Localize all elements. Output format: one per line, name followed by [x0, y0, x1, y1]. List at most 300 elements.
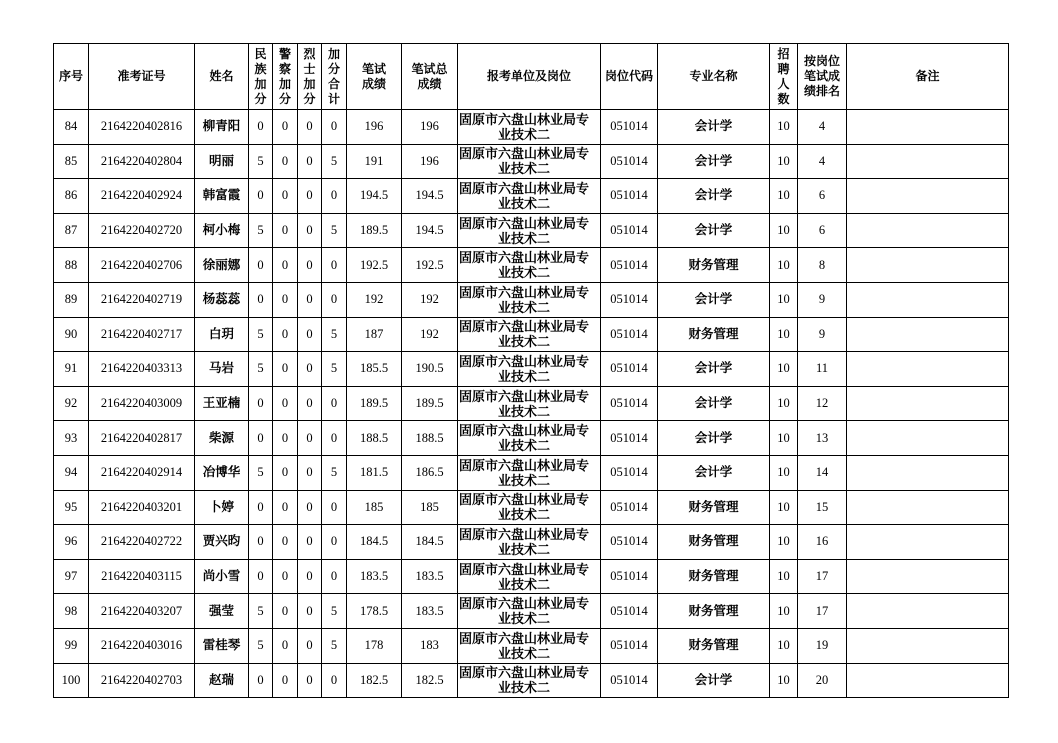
- cell-remark: [847, 455, 1009, 490]
- cell-written-score: 183.5: [347, 559, 402, 594]
- cell-seq: 91: [54, 352, 89, 387]
- cell-remark: [847, 559, 1009, 594]
- cell-post-code: 051014: [601, 490, 658, 525]
- cell-ethnic-bonus: 0: [249, 110, 273, 145]
- cell-hire-count: 10: [770, 248, 798, 283]
- cell-exam-id: 2164220403207: [89, 594, 195, 629]
- header-police-bonus-label: 警察加分: [279, 46, 292, 106]
- header-martyr-bonus-label: 烈士加分: [303, 46, 316, 106]
- header-ethnic-bonus-label: 民族加分: [254, 46, 267, 106]
- cell-police-bonus: 0: [273, 663, 298, 698]
- cell-police-bonus: 0: [273, 282, 298, 317]
- table-row: [54, 352, 1009, 387]
- cell-name: 强莹: [195, 594, 249, 629]
- cell-seq: 84: [54, 110, 89, 145]
- cell-martyr-bonus: 0: [298, 455, 322, 490]
- table-row: [54, 179, 1009, 214]
- cell-written-total: 190.5: [402, 352, 458, 387]
- cell-remark: [847, 213, 1009, 248]
- header-written-total-label: 笔试总成绩: [411, 61, 448, 91]
- cell-written-total: 183.5: [402, 594, 458, 629]
- cell-written-score: 182.5: [347, 663, 402, 698]
- cell-rank: 12: [798, 386, 847, 421]
- cell-written-total: 186.5: [402, 455, 458, 490]
- cell-seq: 92: [54, 386, 89, 421]
- cell-martyr-bonus: 0: [298, 421, 322, 456]
- cell-ethnic-bonus: 5: [249, 352, 273, 387]
- cell-post-code: 051014: [601, 421, 658, 456]
- cell-rank: 16: [798, 525, 847, 560]
- cell-bonus-total: 0: [322, 490, 347, 525]
- cell-unit-post-text: 固原市六盘山林业局专业技术二: [459, 596, 590, 627]
- cell-major: 会计学: [658, 386, 770, 421]
- cell-unit-post: [458, 490, 601, 525]
- cell-seq: 89: [54, 282, 89, 317]
- cell-rank: 4: [798, 110, 847, 145]
- cell-exam-id: 2164220403313: [89, 352, 195, 387]
- cell-martyr-bonus: 0: [298, 594, 322, 629]
- cell-bonus-total: 5: [322, 455, 347, 490]
- cell-unit-post-text: 固原市六盘山林业局专业技术二: [459, 457, 590, 488]
- cell-major: 财务管理: [658, 317, 770, 352]
- cell-unit-post: [458, 282, 601, 317]
- cell-written-score: 178: [347, 628, 402, 663]
- cell-remark: [847, 179, 1009, 214]
- cell-written-score: 196: [347, 110, 402, 145]
- header-unit-post: 报考单位及岗位: [458, 44, 601, 110]
- cell-remark: [847, 525, 1009, 560]
- cell-written-total: 192: [402, 282, 458, 317]
- cell-martyr-bonus: 0: [298, 213, 322, 248]
- cell-major: 财务管理: [658, 248, 770, 283]
- cell-unit-post: [458, 663, 601, 698]
- cell-police-bonus: 0: [273, 421, 298, 456]
- cell-unit-post-text: 固原市六盘山林业局专业技术二: [459, 561, 590, 592]
- cell-unit-post: [458, 386, 601, 421]
- cell-bonus-total: 5: [322, 594, 347, 629]
- header-row: [54, 44, 1009, 110]
- cell-post-code: 051014: [601, 663, 658, 698]
- cell-written-score: 189.5: [347, 386, 402, 421]
- cell-written-score: 192: [347, 282, 402, 317]
- cell-major: 会计学: [658, 213, 770, 248]
- cell-unit-post: [458, 213, 601, 248]
- header-ethnic-bonus: [249, 44, 273, 110]
- cell-unit-post: [458, 559, 601, 594]
- cell-hire-count: 10: [770, 110, 798, 145]
- cell-unit-post: [458, 525, 601, 560]
- cell-unit-post-text: 固原市六盘山林业局专业技术二: [459, 630, 590, 661]
- cell-major: 会计学: [658, 421, 770, 456]
- cell-post-code: 051014: [601, 248, 658, 283]
- cell-written-total: 192: [402, 317, 458, 352]
- cell-police-bonus: 0: [273, 386, 298, 421]
- cell-ethnic-bonus: 0: [249, 248, 273, 283]
- header-exam-id: 准考证号: [89, 44, 195, 110]
- cell-hire-count: 10: [770, 144, 798, 179]
- cell-post-code: 051014: [601, 317, 658, 352]
- cell-ethnic-bonus: 0: [249, 282, 273, 317]
- cell-name: 雷桂琴: [195, 628, 249, 663]
- header-rank: [798, 44, 847, 110]
- cell-bonus-total: 0: [322, 282, 347, 317]
- cell-ethnic-bonus: 0: [249, 179, 273, 214]
- cell-exam-id: 2164220402722: [89, 525, 195, 560]
- cell-unit-post-text: 固原市六盘山林业局专业技术二: [459, 526, 590, 557]
- cell-name: 明丽: [195, 144, 249, 179]
- cell-bonus-total: 5: [322, 628, 347, 663]
- cell-post-code: 051014: [601, 455, 658, 490]
- cell-police-bonus: 0: [273, 559, 298, 594]
- cell-bonus-total: 0: [322, 110, 347, 145]
- cell-written-score: 194.5: [347, 179, 402, 214]
- score-table: [53, 43, 1009, 698]
- cell-unit-post: [458, 352, 601, 387]
- cell-written-total: 192.5: [402, 248, 458, 283]
- cell-unit-post-text: 固原市六盘山林业局专业技术二: [459, 215, 590, 246]
- cell-unit-post-text: 固原市六盘山林业局专业技术二: [459, 353, 590, 384]
- cell-unit-post: [458, 248, 601, 283]
- cell-rank: 9: [798, 282, 847, 317]
- cell-name: 王亚楠: [195, 386, 249, 421]
- cell-written-total: 196: [402, 144, 458, 179]
- header-post-code: 岗位代码: [601, 44, 658, 110]
- cell-police-bonus: 0: [273, 144, 298, 179]
- cell-major: 会计学: [658, 144, 770, 179]
- cell-martyr-bonus: 0: [298, 663, 322, 698]
- header-written-total: [402, 44, 458, 110]
- cell-name: 贾兴昀: [195, 525, 249, 560]
- cell-major: 会计学: [658, 455, 770, 490]
- cell-unit-post: [458, 110, 601, 145]
- cell-post-code: 051014: [601, 386, 658, 421]
- cell-exam-id: 2164220402924: [89, 179, 195, 214]
- cell-rank: 17: [798, 559, 847, 594]
- cell-name: 柴源: [195, 421, 249, 456]
- cell-hire-count: 10: [770, 213, 798, 248]
- cell-police-bonus: 0: [273, 594, 298, 629]
- cell-post-code: 051014: [601, 144, 658, 179]
- cell-ethnic-bonus: 0: [249, 663, 273, 698]
- table-row: [54, 455, 1009, 490]
- cell-hire-count: 10: [770, 455, 798, 490]
- cell-remark: [847, 248, 1009, 283]
- header-police-bonus: [273, 44, 298, 110]
- cell-ethnic-bonus: 5: [249, 144, 273, 179]
- cell-name: 冶博华: [195, 455, 249, 490]
- header-hire-count-label: 招聘人数: [777, 46, 790, 106]
- cell-name: 马岩: [195, 352, 249, 387]
- cell-remark: [847, 317, 1009, 352]
- cell-unit-post: [458, 179, 601, 214]
- cell-name: 杨蕊蕊: [195, 282, 249, 317]
- cell-hire-count: 10: [770, 490, 798, 525]
- cell-ethnic-bonus: 0: [249, 490, 273, 525]
- table-row: [54, 386, 1009, 421]
- cell-martyr-bonus: 0: [298, 282, 322, 317]
- cell-ethnic-bonus: 0: [249, 525, 273, 560]
- cell-police-bonus: 0: [273, 248, 298, 283]
- cell-unit-post: [458, 421, 601, 456]
- cell-exam-id: 2164220402719: [89, 282, 195, 317]
- table-row: [54, 213, 1009, 248]
- cell-unit-post-text: 固原市六盘山林业局专业技术二: [459, 284, 590, 315]
- cell-bonus-total: 0: [322, 559, 347, 594]
- cell-name: 徐丽娜: [195, 248, 249, 283]
- cell-name: 卜婷: [195, 490, 249, 525]
- cell-police-bonus: 0: [273, 525, 298, 560]
- cell-unit-post: [458, 317, 601, 352]
- cell-hire-count: 10: [770, 317, 798, 352]
- cell-post-code: 051014: [601, 594, 658, 629]
- table-row: [54, 282, 1009, 317]
- cell-exam-id: 2164220403009: [89, 386, 195, 421]
- cell-unit-post-text: 固原市六盘山林业局专业技术二: [459, 423, 590, 454]
- cell-remark: [847, 282, 1009, 317]
- cell-ethnic-bonus: 5: [249, 594, 273, 629]
- cell-ethnic-bonus: 0: [249, 386, 273, 421]
- cell-hire-count: 10: [770, 352, 798, 387]
- cell-martyr-bonus: 0: [298, 628, 322, 663]
- cell-rank: 14: [798, 455, 847, 490]
- cell-post-code: 051014: [601, 628, 658, 663]
- cell-unit-post-text: 固原市六盘山林业局专业技术二: [459, 146, 590, 177]
- cell-rank: 4: [798, 144, 847, 179]
- header-remark: 备注: [847, 44, 1009, 110]
- cell-police-bonus: 0: [273, 490, 298, 525]
- cell-bonus-total: 5: [322, 352, 347, 387]
- cell-martyr-bonus: 0: [298, 490, 322, 525]
- cell-hire-count: 10: [770, 559, 798, 594]
- cell-remark: [847, 490, 1009, 525]
- cell-bonus-total: 0: [322, 179, 347, 214]
- cell-major: 会计学: [658, 282, 770, 317]
- cell-exam-id: 2164220402720: [89, 213, 195, 248]
- cell-name: 柳青阳: [195, 110, 249, 145]
- cell-remark: [847, 352, 1009, 387]
- cell-major: 会计学: [658, 352, 770, 387]
- table-row: [54, 248, 1009, 283]
- cell-written-score: 192.5: [347, 248, 402, 283]
- cell-exam-id: 2164220403115: [89, 559, 195, 594]
- cell-hire-count: 10: [770, 179, 798, 214]
- cell-unit-post-text: 固原市六盘山林业局专业技术二: [459, 319, 590, 350]
- cell-ethnic-bonus: 5: [249, 317, 273, 352]
- cell-name: 尚小雪: [195, 559, 249, 594]
- table-row: [54, 663, 1009, 698]
- cell-unit-post-text: 固原市六盘山林业局专业技术二: [459, 180, 590, 211]
- cell-major: 会计学: [658, 110, 770, 145]
- cell-hire-count: 10: [770, 282, 798, 317]
- cell-written-score: 188.5: [347, 421, 402, 456]
- cell-exam-id: 2164220402914: [89, 455, 195, 490]
- cell-hire-count: 10: [770, 628, 798, 663]
- cell-rank: 17: [798, 594, 847, 629]
- cell-bonus-total: 0: [322, 525, 347, 560]
- table-row: [54, 490, 1009, 525]
- cell-exam-id: 2164220402703: [89, 663, 195, 698]
- cell-remark: [847, 386, 1009, 421]
- cell-bonus-total: 5: [322, 144, 347, 179]
- cell-martyr-bonus: 0: [298, 110, 322, 145]
- cell-ethnic-bonus: 0: [249, 421, 273, 456]
- cell-police-bonus: 0: [273, 317, 298, 352]
- table-row: [54, 110, 1009, 145]
- cell-martyr-bonus: 0: [298, 317, 322, 352]
- cell-unit-post-text: 固原市六盘山林业局专业技术二: [459, 388, 590, 419]
- cell-written-score: 178.5: [347, 594, 402, 629]
- cell-written-score: 191: [347, 144, 402, 179]
- header-seq: 序号: [54, 44, 89, 110]
- table-row: [54, 628, 1009, 663]
- cell-written-total: 184.5: [402, 525, 458, 560]
- cell-police-bonus: 0: [273, 455, 298, 490]
- table-body: [54, 110, 1009, 698]
- cell-written-total: 194.5: [402, 213, 458, 248]
- cell-remark: [847, 421, 1009, 456]
- cell-rank: 6: [798, 213, 847, 248]
- cell-post-code: 051014: [601, 352, 658, 387]
- cell-major: 财务管理: [658, 594, 770, 629]
- cell-post-code: 051014: [601, 525, 658, 560]
- cell-bonus-total: 5: [322, 213, 347, 248]
- cell-post-code: 051014: [601, 213, 658, 248]
- cell-ethnic-bonus: 5: [249, 213, 273, 248]
- table-row: [54, 317, 1009, 352]
- header-written-score-label: 笔试成绩: [362, 61, 387, 91]
- cell-written-total: 183.5: [402, 559, 458, 594]
- cell-rank: 6: [798, 179, 847, 214]
- cell-seq: 90: [54, 317, 89, 352]
- cell-bonus-total: 5: [322, 317, 347, 352]
- cell-seq: 93: [54, 421, 89, 456]
- cell-bonus-total: 0: [322, 421, 347, 456]
- cell-bonus-total: 0: [322, 248, 347, 283]
- cell-seq: 95: [54, 490, 89, 525]
- cell-written-score: 185: [347, 490, 402, 525]
- table-row: [54, 594, 1009, 629]
- cell-written-total: 194.5: [402, 179, 458, 214]
- cell-written-score: 187: [347, 317, 402, 352]
- cell-remark: [847, 144, 1009, 179]
- cell-unit-post: [458, 144, 601, 179]
- cell-name: 柯小梅: [195, 213, 249, 248]
- cell-seq: 97: [54, 559, 89, 594]
- cell-post-code: 051014: [601, 179, 658, 214]
- header-rank-label: 按岗位笔试成绩排名: [804, 54, 841, 98]
- cell-martyr-bonus: 0: [298, 559, 322, 594]
- cell-exam-id: 2164220402706: [89, 248, 195, 283]
- table-row: [54, 559, 1009, 594]
- cell-major: 会计学: [658, 663, 770, 698]
- cell-hire-count: 10: [770, 663, 798, 698]
- cell-major: 财务管理: [658, 490, 770, 525]
- cell-exam-id: 2164220403016: [89, 628, 195, 663]
- cell-rank: 19: [798, 628, 847, 663]
- cell-police-bonus: 0: [273, 179, 298, 214]
- cell-martyr-bonus: 0: [298, 248, 322, 283]
- header-martyr-bonus: [298, 44, 322, 110]
- table-row: [54, 144, 1009, 179]
- cell-ethnic-bonus: 5: [249, 455, 273, 490]
- cell-remark: [847, 663, 1009, 698]
- cell-written-total: 189.5: [402, 386, 458, 421]
- cell-rank: 11: [798, 352, 847, 387]
- cell-unit-post-text: 固原市六盘山林业局专业技术二: [459, 111, 590, 142]
- cell-written-total: 182.5: [402, 663, 458, 698]
- table-row: [54, 525, 1009, 560]
- cell-seq: 99: [54, 628, 89, 663]
- cell-name: 韩富霞: [195, 179, 249, 214]
- cell-unit-post-text: 固原市六盘山林业局专业技术二: [459, 665, 590, 696]
- header-bonus-total-label: 加分合计: [328, 46, 341, 106]
- cell-written-score: 181.5: [347, 455, 402, 490]
- cell-major: 财务管理: [658, 628, 770, 663]
- cell-post-code: 051014: [601, 110, 658, 145]
- cell-bonus-total: 0: [322, 386, 347, 421]
- cell-exam-id: 2164220402817: [89, 421, 195, 456]
- cell-remark: [847, 628, 1009, 663]
- cell-seq: 86: [54, 179, 89, 214]
- cell-ethnic-bonus: 0: [249, 559, 273, 594]
- cell-police-bonus: 0: [273, 110, 298, 145]
- cell-exam-id: 2164220402816: [89, 110, 195, 145]
- cell-name: 白玥: [195, 317, 249, 352]
- cell-major: 会计学: [658, 179, 770, 214]
- header-hire-count: [770, 44, 798, 110]
- cell-police-bonus: 0: [273, 628, 298, 663]
- header-bonus-total: [322, 44, 347, 110]
- cell-ethnic-bonus: 5: [249, 628, 273, 663]
- cell-seq: 85: [54, 144, 89, 179]
- cell-written-score: 189.5: [347, 213, 402, 248]
- cell-seq: 94: [54, 455, 89, 490]
- cell-police-bonus: 0: [273, 352, 298, 387]
- cell-martyr-bonus: 0: [298, 525, 322, 560]
- cell-major: 财务管理: [658, 525, 770, 560]
- cell-unit-post-text: 固原市六盘山林业局专业技术二: [459, 492, 590, 523]
- cell-post-code: 051014: [601, 282, 658, 317]
- cell-hire-count: 10: [770, 386, 798, 421]
- cell-unit-post: [458, 594, 601, 629]
- cell-rank: 15: [798, 490, 847, 525]
- cell-rank: 9: [798, 317, 847, 352]
- cell-seq: 96: [54, 525, 89, 560]
- cell-martyr-bonus: 0: [298, 144, 322, 179]
- cell-rank: 20: [798, 663, 847, 698]
- cell-post-code: 051014: [601, 559, 658, 594]
- cell-seq: 87: [54, 213, 89, 248]
- header-written-score: [347, 44, 402, 110]
- cell-unit-post-text: 固原市六盘山林业局专业技术二: [459, 250, 590, 281]
- table-row: [54, 421, 1009, 456]
- cell-unit-post: [458, 628, 601, 663]
- cell-exam-id: 2164220402804: [89, 144, 195, 179]
- cell-remark: [847, 110, 1009, 145]
- cell-martyr-bonus: 0: [298, 352, 322, 387]
- cell-hire-count: 10: [770, 525, 798, 560]
- cell-name: 赵瑞: [195, 663, 249, 698]
- cell-unit-post: [458, 455, 601, 490]
- header-major: 专业名称: [658, 44, 770, 110]
- cell-seq: 98: [54, 594, 89, 629]
- cell-rank: 13: [798, 421, 847, 456]
- cell-rank: 8: [798, 248, 847, 283]
- cell-hire-count: 10: [770, 594, 798, 629]
- cell-martyr-bonus: 0: [298, 179, 322, 214]
- cell-written-total: 196: [402, 110, 458, 145]
- cell-police-bonus: 0: [273, 213, 298, 248]
